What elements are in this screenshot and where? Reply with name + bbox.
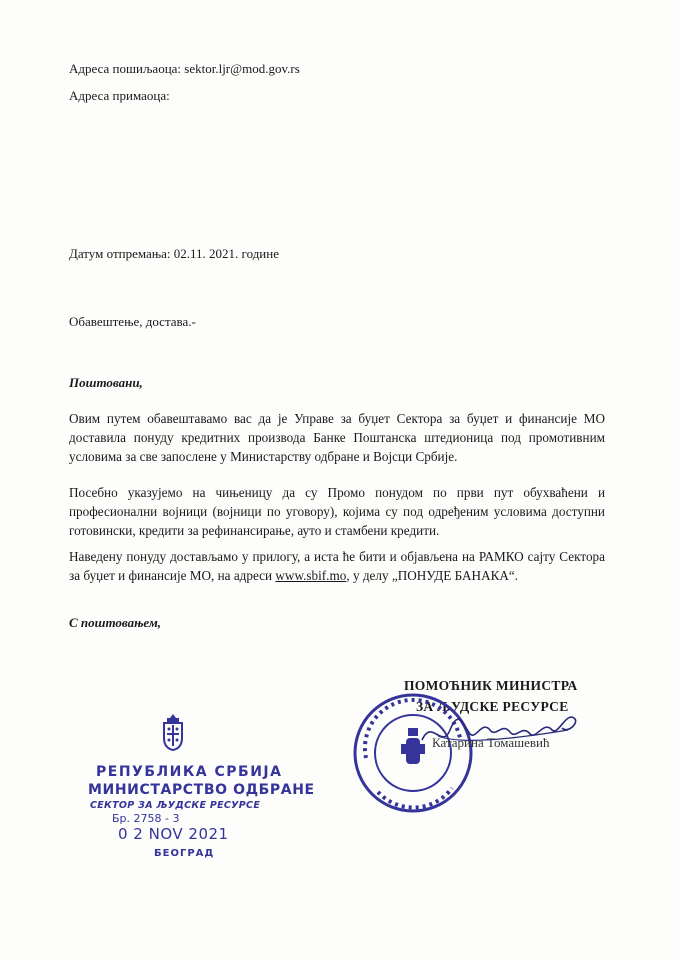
body-paragraph-2: Посебно указујемо на чињеницу да су Промо понудом по први пут обухваћени и професионални војници (војници по уговору), којима су под одређеним условима доступни готовински, кредити за рефинансирање, ауто и стамбени кредити. bbox=[69, 485, 605, 538]
subject-line: Обавештење, достава.- bbox=[69, 314, 196, 329]
sender-label: Адреса пошиљаоца: bbox=[69, 61, 182, 76]
body-paragraph-3 bbox=[69, 547, 605, 585]
sbif-link[interactable]: www.sbif.mo bbox=[275, 568, 347, 583]
handwritten-signature bbox=[418, 700, 588, 770]
salutation: Поштовани, bbox=[69, 375, 143, 390]
dispatch-date: Датум отпремања: 02.11. 2021. године bbox=[69, 246, 279, 261]
stamp-date: 0 2 NOV 2021 bbox=[118, 825, 229, 843]
signatory-title-line2: ЗА ЉУДСКЕ РЕСУРСЕ bbox=[416, 699, 569, 714]
stamp-sector: СЕКТОР ЗА ЉУДСКЕ РЕСУРСЕ bbox=[90, 800, 261, 811]
stamp-ministry: МИНИСТАРСТВО ОДБРАНЕ bbox=[88, 782, 315, 798]
coat-of-arms-icon bbox=[158, 712, 188, 752]
sender-email: sektor.ljr@mod.gov.rs bbox=[184, 61, 300, 76]
stamp-city: БЕОГРАД bbox=[154, 848, 215, 859]
sender-address bbox=[69, 61, 300, 77]
recipient-label: Адреса примаоца: bbox=[69, 88, 170, 103]
paragraph-3-end: , у делу „ПОНУДЕ БАНАКА“. bbox=[346, 568, 519, 583]
body-paragraph-1: Овим путем обавештавамо вас да је Управе за буџет Сектора за буџет и финансије МО доставила понуду кредитних производа Банке Поштанска штедионица под промотивним условима за све запослене у Министарству одбране и Војсци Србије. bbox=[69, 411, 605, 464]
stamp-republic: РЕПУБЛИКА СРБИЈА bbox=[96, 764, 283, 780]
registry-stamp bbox=[60, 712, 315, 862]
signatory-name: Катарина Томашевић bbox=[432, 735, 550, 750]
paragraph-3-text: Наведену понуду достављамо у прилогу, а иста ће бити и објављена на РАМКО сајту Сектора за буџет и финансије МО, на адреси bbox=[69, 549, 605, 583]
stamp-number: Бр. 2758 - 3 bbox=[112, 812, 180, 825]
signatory-title-line1: ПОМОЋНИК МИНИСТРА bbox=[404, 678, 578, 693]
closing-greeting: С поштовањем, bbox=[69, 615, 162, 630]
